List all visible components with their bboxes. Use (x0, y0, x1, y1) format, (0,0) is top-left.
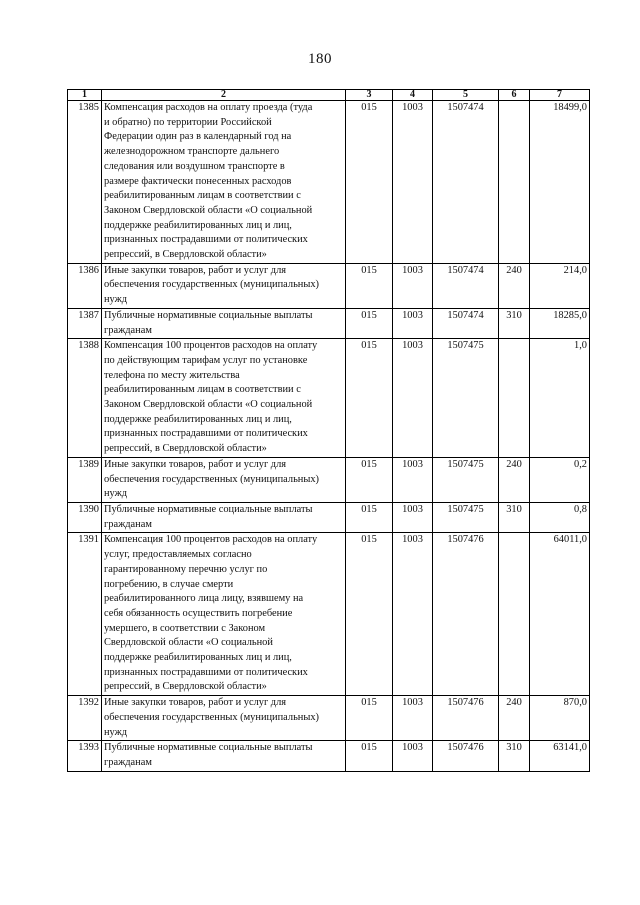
column-5-cell: 1507476 (433, 533, 499, 696)
description-line: по действующим тарифам услуг по установке (104, 354, 308, 366)
col-header-5: 5 (433, 90, 499, 101)
column-6-cell: 240 (499, 696, 530, 741)
description-line: и обратно) по территории Российской (104, 116, 272, 128)
column-4-cell: 1003 (393, 457, 433, 502)
column-6-cell: 310 (499, 741, 530, 771)
description-line: Компенсация 100 процентов расходов на оплату (104, 340, 318, 352)
table-row (68, 741, 590, 771)
page-number: 180 (308, 51, 332, 67)
col-header-6: 6 (499, 90, 530, 101)
description-line: поддержке реабилитированных лиц и лиц, (104, 413, 292, 425)
column-3-cell: 015 (346, 696, 393, 741)
row-number-cell: 1387 (68, 308, 102, 338)
description-line: себя обязанность осуществить погребение (104, 607, 293, 619)
description-line: Иные закупки товаров, работ и услуг для (104, 697, 287, 709)
col-header-2: 2 (102, 90, 346, 101)
amount-cell: 63141,0 (530, 741, 590, 771)
description-line: репрессий, в Свердловской области» (104, 443, 267, 455)
column-3-cell: 015 (346, 741, 393, 771)
description-line: нужд (104, 294, 128, 306)
amount-cell: 1,0 (530, 339, 590, 458)
column-3-cell: 015 (346, 533, 393, 696)
column-6-cell: 310 (499, 502, 530, 532)
description-line: гражданам (104, 324, 152, 336)
description-line: Иные закупки товаров, работ и услуг для (104, 264, 287, 276)
description-line: обеспечения государственных (муниципальных) (104, 711, 320, 723)
budget-table (67, 89, 590, 772)
column-4-cell: 1003 (393, 263, 433, 308)
description-cell (102, 263, 346, 308)
description-line: признанных пострадавшими от политических (104, 666, 308, 678)
description-line: умершего, в соответствии с Законом (104, 622, 266, 634)
description-line: признанных пострадавшими от политических (104, 428, 308, 440)
description-cell (102, 502, 346, 532)
col-header-3: 3 (346, 90, 393, 101)
description-line: гражданам (104, 756, 152, 768)
description-line: Законом Свердловской области «О социальной (104, 204, 313, 216)
description-line: обеспечения государственных (муниципальных) (104, 473, 320, 485)
description-cell (102, 457, 346, 502)
table-row (68, 502, 590, 532)
column-6-cell: 240 (499, 457, 530, 502)
description-line: следования или воздушном транспорте в (104, 160, 285, 172)
description-line: Свердловской области «О социальной (104, 637, 273, 649)
table-row (68, 308, 590, 338)
column-5-cell: 1507475 (433, 457, 499, 502)
description-cell (102, 533, 346, 696)
description-line: поддержке реабилитированных лиц и лиц, (104, 652, 292, 664)
row-number-cell: 1386 (68, 263, 102, 308)
description-cell (102, 339, 346, 458)
column-5-cell: 1507474 (433, 101, 499, 264)
description-cell (102, 696, 346, 741)
description-line: обеспечения государственных (муниципальных) (104, 279, 320, 291)
col-header-7: 7 (530, 90, 590, 101)
column-5-cell: 1507474 (433, 263, 499, 308)
description-line: железнодорожном транспорте дальнего (104, 146, 280, 158)
column-3-cell: 015 (346, 263, 393, 308)
row-number-cell: 1390 (68, 502, 102, 532)
row-number-cell: 1385 (68, 101, 102, 264)
column-3-cell: 015 (346, 339, 393, 458)
description-line: реабилитированным лицам в соответствии с (104, 384, 301, 396)
row-number-cell: 1391 (68, 533, 102, 696)
description-line: нужд (104, 726, 128, 738)
description-line: услуг, предоставляемых согласно (104, 549, 252, 561)
column-6-cell: 310 (499, 308, 530, 338)
description-cell (102, 741, 346, 771)
table-row (68, 457, 590, 502)
row-number-cell: 1393 (68, 741, 102, 771)
column-5-cell: 1507475 (433, 339, 499, 458)
amount-cell: 18499,0 (530, 101, 590, 264)
description-line: признанных пострадавшими от политических (104, 234, 308, 246)
description-line: гарантированному перечню услуг по (104, 563, 268, 575)
column-6-cell (499, 533, 530, 696)
column-4-cell: 1003 (393, 696, 433, 741)
description-line: Публичные нормативные социальные выплаты (104, 309, 313, 321)
column-4-cell: 1003 (393, 308, 433, 338)
column-5-cell: 1507476 (433, 741, 499, 771)
description-line: Публичные нормативные социальные выплаты (104, 503, 313, 515)
table-body (68, 101, 590, 772)
amount-cell: 0,8 (530, 502, 590, 532)
column-6-cell (499, 339, 530, 458)
header-row (68, 90, 590, 101)
description-line: погребению, в случае смерти (104, 578, 234, 590)
amount-cell: 870,0 (530, 696, 590, 741)
description-line: репрессий, в Свердловской области» (104, 681, 267, 693)
column-4-cell: 1003 (393, 741, 433, 771)
table-row (68, 696, 590, 741)
column-4-cell: 1003 (393, 533, 433, 696)
column-3-cell: 015 (346, 308, 393, 338)
column-6-cell (499, 101, 530, 264)
description-line: Законом Свердловской области «О социальной (104, 399, 313, 411)
col-header-1: 1 (68, 90, 102, 101)
column-5-cell: 1507475 (433, 502, 499, 532)
row-number-cell: 1392 (68, 696, 102, 741)
table-row (68, 263, 590, 308)
amount-cell: 0,2 (530, 457, 590, 502)
description-line: репрессий, в Свердловской области» (104, 249, 267, 261)
col-header-4: 4 (393, 90, 433, 101)
column-3-cell: 015 (346, 101, 393, 264)
description-line: нужд (104, 488, 128, 500)
amount-cell: 64011,0 (530, 533, 590, 696)
description-line: Иные закупки товаров, работ и услуг для (104, 458, 287, 470)
description-cell (102, 101, 346, 264)
table-row (68, 339, 590, 458)
column-3-cell: 015 (346, 502, 393, 532)
amount-cell: 214,0 (530, 263, 590, 308)
amount-cell: 18285,0 (530, 308, 590, 338)
row-number-cell: 1388 (68, 339, 102, 458)
description-line: гражданам (104, 518, 152, 530)
description-line: Компенсация расходов на оплату проезда (туда (104, 102, 313, 113)
column-6-cell: 240 (499, 263, 530, 308)
column-5-cell: 1507476 (433, 696, 499, 741)
description-line: Компенсация 100 процентов расходов на оплату (104, 534, 318, 546)
description-line: реабилитированного лица лицу, взявшему на (104, 593, 304, 605)
description-line: телефона по месту жительства (104, 369, 240, 381)
table-row (68, 533, 590, 696)
description-line: реабилитированным лицам в соответствии с (104, 190, 301, 202)
description-cell (102, 308, 346, 338)
description-line: поддержке реабилитированных лиц и лиц, (104, 219, 292, 231)
column-3-cell: 015 (346, 457, 393, 502)
column-4-cell: 1003 (393, 339, 433, 458)
column-4-cell: 1003 (393, 502, 433, 532)
column-5-cell: 1507474 (433, 308, 499, 338)
table-row (68, 101, 590, 264)
description-line: размере фактически понесенных расходов (104, 175, 292, 187)
column-4-cell: 1003 (393, 101, 433, 264)
description-line: Федерации один раз в календарный год на (104, 131, 292, 143)
description-line: Публичные нормативные социальные выплаты (104, 742, 313, 754)
row-number-cell: 1389 (68, 457, 102, 502)
